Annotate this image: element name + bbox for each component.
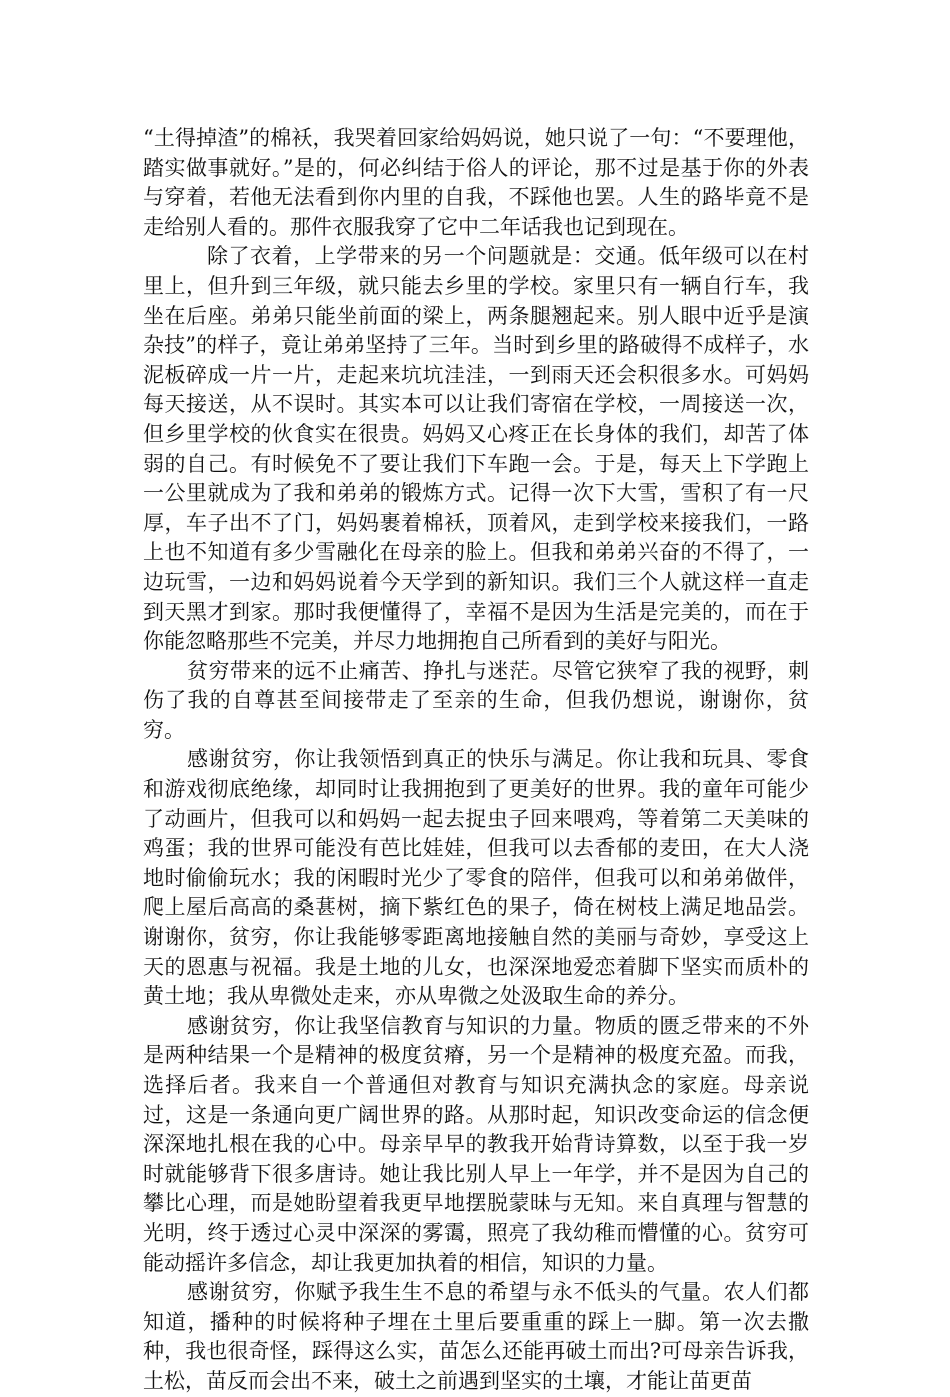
document-page [143, 124, 809, 1397]
paragraph-5: 感谢贫穷，你让我坚信教育与知识的力量。物质的匮乏带来的不外是两种结果一个是精神的极度贫瘠，另一个是精神的极度充盈。而我，选择后者。我来自一个普通但对教育与知识充满执念的家庭。母亲说过，这是一条通向更广阔世界的路。从那时起，知识改变命运的信念便深深地扎根在我的心中。母亲早早的教我开始背诗算数，以至于我一岁时就能够背下很多唐诗。她让我比别人早上一年学，并不是因为自己的攀比心理，而是她盼望着我更早地摆脱蒙昧与无知。来自真理与智慧的光明，终于透过心灵中深深的雾霭，照亮了我幼稚而懵懂的心。贫穷可能动摇许多信念，却让我更加执着的相信，知识的力量。 [143, 1013, 809, 1275]
paragraph-1: “土得掉渣”的棉袄，我哭着回家给妈妈说，她只说了一句：“不要理他，踏实做事就好。”是的，何必纠结于俗人的评论，那不过是基于你的外表与穿着，若他无法看到你内里的自我，不踩他也罢。人生的路毕竟不是走给别人看的。那件衣服我穿了它中二年话我也记到现在。 [143, 126, 809, 239]
paragraph-2: 除了衣着，上学带来的另一个问题就是：交通。低年级可以在村里上，但升到三年级，就只能去乡里的学校。家里只有一辆自行车，我坐在后座。弟弟只能坐前面的梁上，两条腿翘起来。别人眼中近乎是演杂技”的样子，竟让弟弟坚持了三年。当时到乡里的路破得不成样子，水泥板碎成一片一片，走起来坑坑洼洼，一到雨天还会积很多水。可妈妈每天接送，从不误时。其实本可以让我们寄宿在学校，一周接送一次，但乡里学校的伙食实在很贵。妈妈又心疼正在长身体的我们，却苦了体弱的自己。有时候免不了要让我们下车跑一会。于是，每天上下学跑上一公里就成为了我和弟弟的锻炼方式。记得一次下大雪，雪积了有一尺厚，车子出不了门，妈妈裹着棉袄，顶着风，走到学校来接我们，一路上也不知道有多少雪融化在母亲的脸上。但我和弟弟兴奋的不得了，一边玩雪，一边和妈妈说着今天学到的新知识。我们三个人就这样一直走到天黑才到家。那时我便懂得了，幸福不是因为生活是完美的，而在于你能忽略那些不完美，并尽力地拥抱自己所看到的美好与阳光。 [143, 244, 809, 654]
paragraph-4: 感谢贫穷，你让我领悟到真正的快乐与满足。你让我和玩具、零食和游戏彻底绝缘，却同时让我拥抱到了更美好的世界。我的童年可能少了动画片，但我可以和妈妈一起去捉虫子回来喂鸡，等着第二天美味的鸡蛋；我的世界可能没有芭比娃娃，但我可以去香郁的麦田，在大人浇地时偷偷玩水；我的闲暇时光少了零食的陪伴，但我可以和弟弟做伴，爬上屋后高高的桑葚树，摘下紫红色的果子，倚在树枝上满足地品尝。谢谢你，贫穷，你让我能够零距离地接触自然的美丽与奇妙，享受这上天的恩惠与祝福。我是土地的儿女，也深深地爱恋着脚下坚实而质朴的黄土地；我从卑微处走来，亦从卑微之处汲取生命的养分。 [143, 747, 809, 1009]
paragraph-6: 感谢贫穷，你赋予我生生不息的希望与永不低头的气量。农人们都知道，播种的时候将种子埋在土里后要重重的踩上一脚。第一次去撒种，我也很奇怪，踩得这么实，苗怎么还能再破土而出?可母亲告诉我，土松，苗反而会出不来，破土之前遇到坚实的土壤，才能让苗更苗 [143, 1280, 809, 1393]
paragraph-3: 贫穷带来的远不止痛苦、挣扎与迷茫。尽管它狭窄了我的视野，刺伤了我的自尊甚至间接带走了至亲的生命，但我仍想说，谢谢你，贫穷。 [143, 658, 809, 742]
